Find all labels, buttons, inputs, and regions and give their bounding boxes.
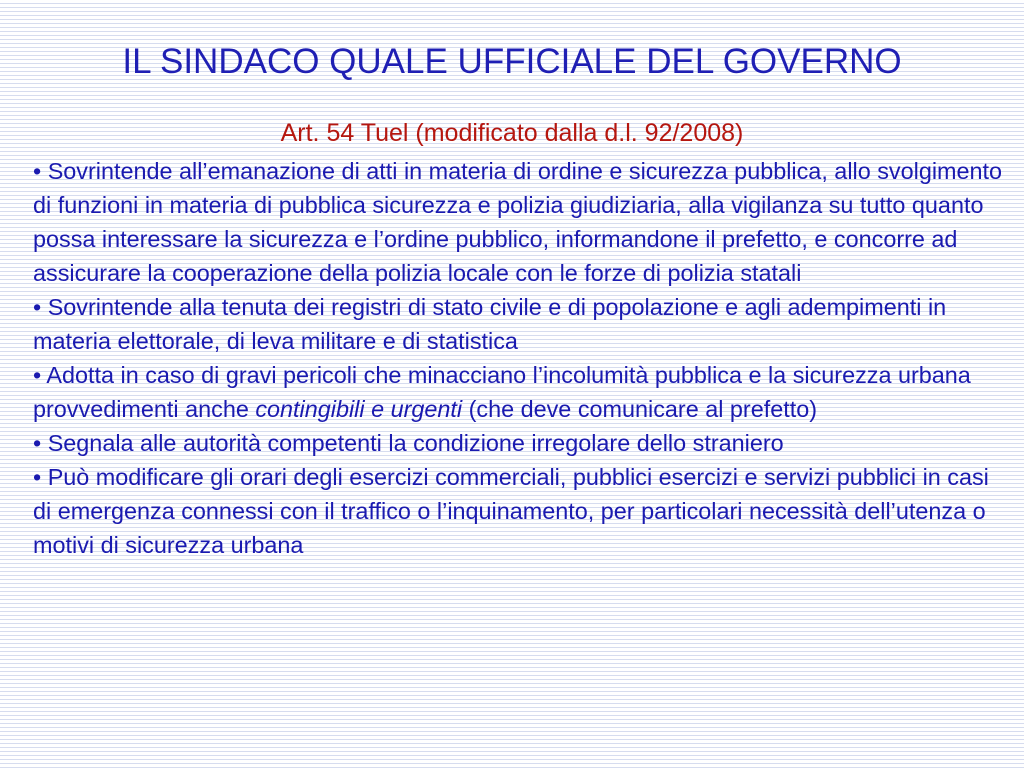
slide-body bbox=[33, 154, 1008, 562]
slide-subtitle: Art. 54 Tuel (modificato dalla d.l. 92/2008) bbox=[280, 119, 744, 147]
slide-title: IL SINDACO QUALE UFFICIALE DEL GOVERNO bbox=[122, 42, 902, 81]
bullet-orari-esercizi: • Può modificare gli orari degli esercizi commerciali, pubblici esercizi e servizi pubblici in casi di emergenza connessi con il traffico o l’inquinamento, per particolari necessità dell’utenza o motivi di sicurezza urbana bbox=[33, 464, 989, 558]
bullet-registri-stato-civile: • Sovrintende alla tenuta dei registri di stato civile e di popolazione e agli adempimenti in materia elettorale, di leva militare e di statistica bbox=[33, 294, 947, 354]
bullet-provvedimenti-text-after: (che deve comunicare al prefetto) bbox=[462, 396, 818, 422]
bullet-provvedimenti-text-before: • Adotta in caso di gravi pericoli che minacciano l’incolumità pubblica e la sicurezza urbana provvedimenti anche bbox=[33, 362, 971, 422]
bullet-ordine-sicurezza: • Sovrintende all’emanazione di atti in materia di ordine e sicurezza pubblica, allo svolgimento di funzioni in materia di pubblica sicurezza e polizia giudiziaria, alla vigilanza su tutto quanto possa interessare la sicurezza e l’ordine pubblico, informandone il prefetto, e concorre ad assicurare la cooperazione della polizia locale con le forze di polizia statali bbox=[33, 158, 1003, 286]
bullet-straniero: • Segnala alle autorità competenti la condizione irregolare dello straniero bbox=[33, 430, 784, 456]
bullet-provvedimenti-italic: contingibili e urgenti bbox=[255, 396, 463, 422]
bullet-provvedimenti bbox=[33, 358, 1008, 426]
